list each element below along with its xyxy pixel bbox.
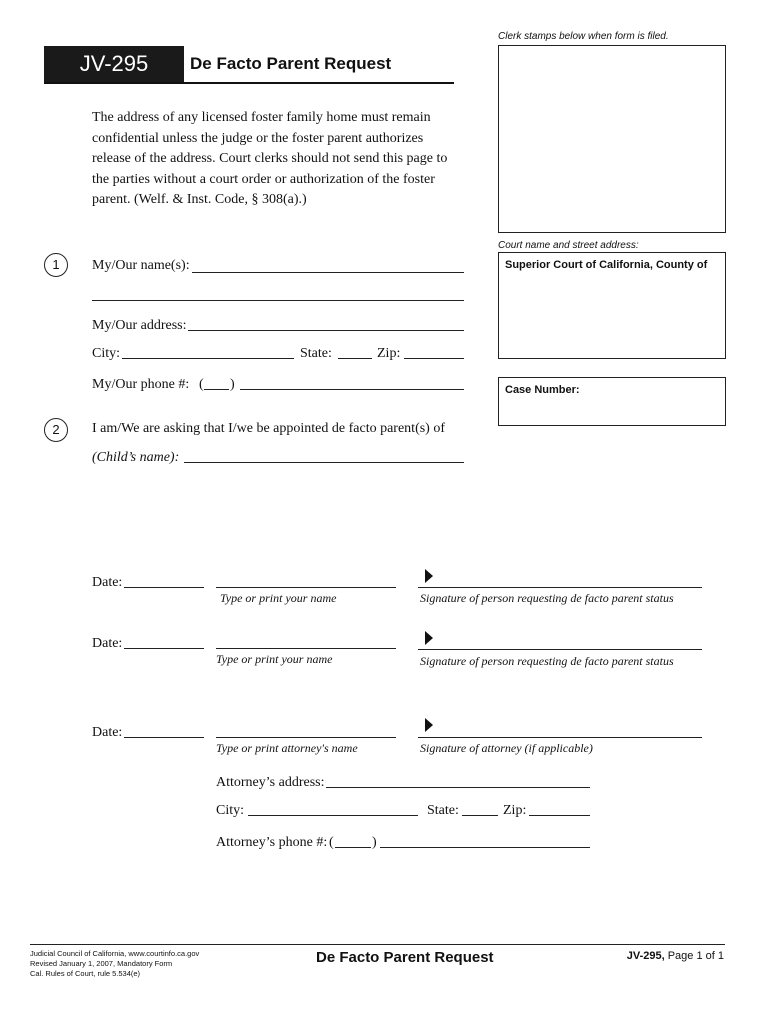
phone-paren-open: ( [199, 377, 204, 392]
phone-label: My/Our phone #: [92, 377, 190, 392]
item-number-1: 1 [44, 253, 68, 277]
date-label-3: Date: [92, 725, 123, 740]
clerk-stamp-box [498, 45, 726, 233]
item-number-2: 2 [44, 418, 68, 442]
printed-name-caption-2: Type or print your name [216, 652, 333, 666]
city-field[interactable] [122, 358, 294, 359]
attorney-phone-label: Attorney’s phone #: [216, 835, 328, 850]
state-label: State: [300, 346, 332, 361]
footer-page [627, 950, 724, 962]
attorney-state-field[interactable] [462, 815, 498, 816]
attorney-phone-paren-close: ) [372, 835, 377, 850]
appointment-statement: I am/We are asking that I/we be appointed de facto parent(s) of [92, 421, 446, 436]
header-rule [44, 82, 454, 84]
footer-title: De Facto Parent Request [316, 949, 494, 966]
zip-label: Zip: [377, 346, 401, 361]
signature-caption-2: Signature of person requesting de facto parent status [420, 654, 674, 668]
footer-citation-3: Cal. Rules of Court, rule 5.534(e) [30, 969, 141, 978]
signature-field-2[interactable] [418, 649, 702, 650]
attorney-zip-field[interactable] [529, 815, 590, 816]
phone-field[interactable] [240, 389, 464, 390]
footer-rule [30, 944, 725, 945]
zip-field[interactable] [404, 358, 464, 359]
printed-name-field-1[interactable] [216, 587, 396, 588]
name-field-2[interactable] [92, 300, 464, 301]
child-name-field[interactable] [184, 462, 464, 463]
date-field-1[interactable] [124, 587, 204, 588]
printed-name-caption-1: Type or print your name [220, 591, 337, 605]
signature-caption-1: Signature of person requesting de facto parent status [420, 591, 674, 605]
attorney-phone-paren-open: ( [329, 835, 334, 850]
state-field[interactable] [338, 358, 372, 359]
footer-form-id: JV-295, [626, 950, 665, 962]
confidentiality-notice: The address of any licensed foster family home must remain confidential unless the judge or the foster parent authorizes release of the address. Court clerks should not send this page to the parties without a court order or authorization of the foster parent. (Welf. & Inst. Code, § 308(a).) [92, 110, 448, 207]
court-name-box[interactable] [498, 252, 726, 359]
date-field-2[interactable] [124, 648, 204, 649]
attorney-name-caption: Type or print attorney's name [216, 741, 358, 755]
name-label: My/Our name(s): [92, 258, 190, 273]
court-caption: Court name and street address: [498, 240, 639, 251]
attorney-signature-field[interactable] [418, 737, 702, 738]
attorney-phone-field[interactable] [380, 847, 590, 848]
child-name-label: (Child’s name): [92, 450, 180, 465]
case-number-label: Case Number: [505, 384, 580, 396]
court-name: Superior Court of California, County of [505, 259, 708, 271]
attorney-address-label: Attorney’s address: [216, 775, 325, 790]
footer-page-number: Page 1 of 1 [667, 950, 724, 962]
signature-arrow-icon-1 [425, 569, 433, 583]
date-field-3[interactable] [124, 737, 204, 738]
attorney-zip-label: Zip: [503, 803, 527, 818]
attorney-name-field[interactable] [216, 737, 396, 738]
attorney-state-label: State: [427, 803, 459, 818]
footer-citation-1: Judicial Council of California, www.courtinfo.ca.gov [30, 949, 200, 958]
date-label-2: Date: [92, 636, 123, 651]
address-field[interactable] [188, 330, 464, 331]
footer-citation-2: Revised January 1, 2007, Mandatory Form [30, 959, 173, 968]
clerk-stamp-caption: Clerk stamps below when form is filed. [498, 31, 669, 42]
form-title: De Facto Parent Request [190, 54, 392, 73]
attorney-address-field[interactable] [326, 787, 590, 788]
printed-name-field-2[interactable] [216, 648, 396, 649]
phone-area-field[interactable] [204, 389, 229, 390]
attorney-signature-caption: Signature of attorney (if applicable) [420, 741, 593, 755]
form-id-badge [44, 46, 184, 82]
attorney-city-label: City: [216, 803, 245, 818]
signature-arrow-icon-2 [425, 631, 433, 645]
date-label-1: Date: [92, 575, 123, 590]
phone-paren-close: ) [230, 377, 235, 392]
city-label: City: [92, 346, 121, 361]
form-id: JV-295 [79, 51, 149, 76]
attorney-city-field[interactable] [248, 815, 418, 816]
name-field[interactable] [192, 272, 464, 273]
signature-arrow-icon-3 [425, 718, 433, 732]
case-number-box[interactable] [498, 377, 726, 426]
signature-field-1[interactable] [418, 587, 702, 588]
attorney-phone-area-field[interactable] [335, 847, 371, 848]
address-label: My/Our address: [92, 318, 187, 333]
